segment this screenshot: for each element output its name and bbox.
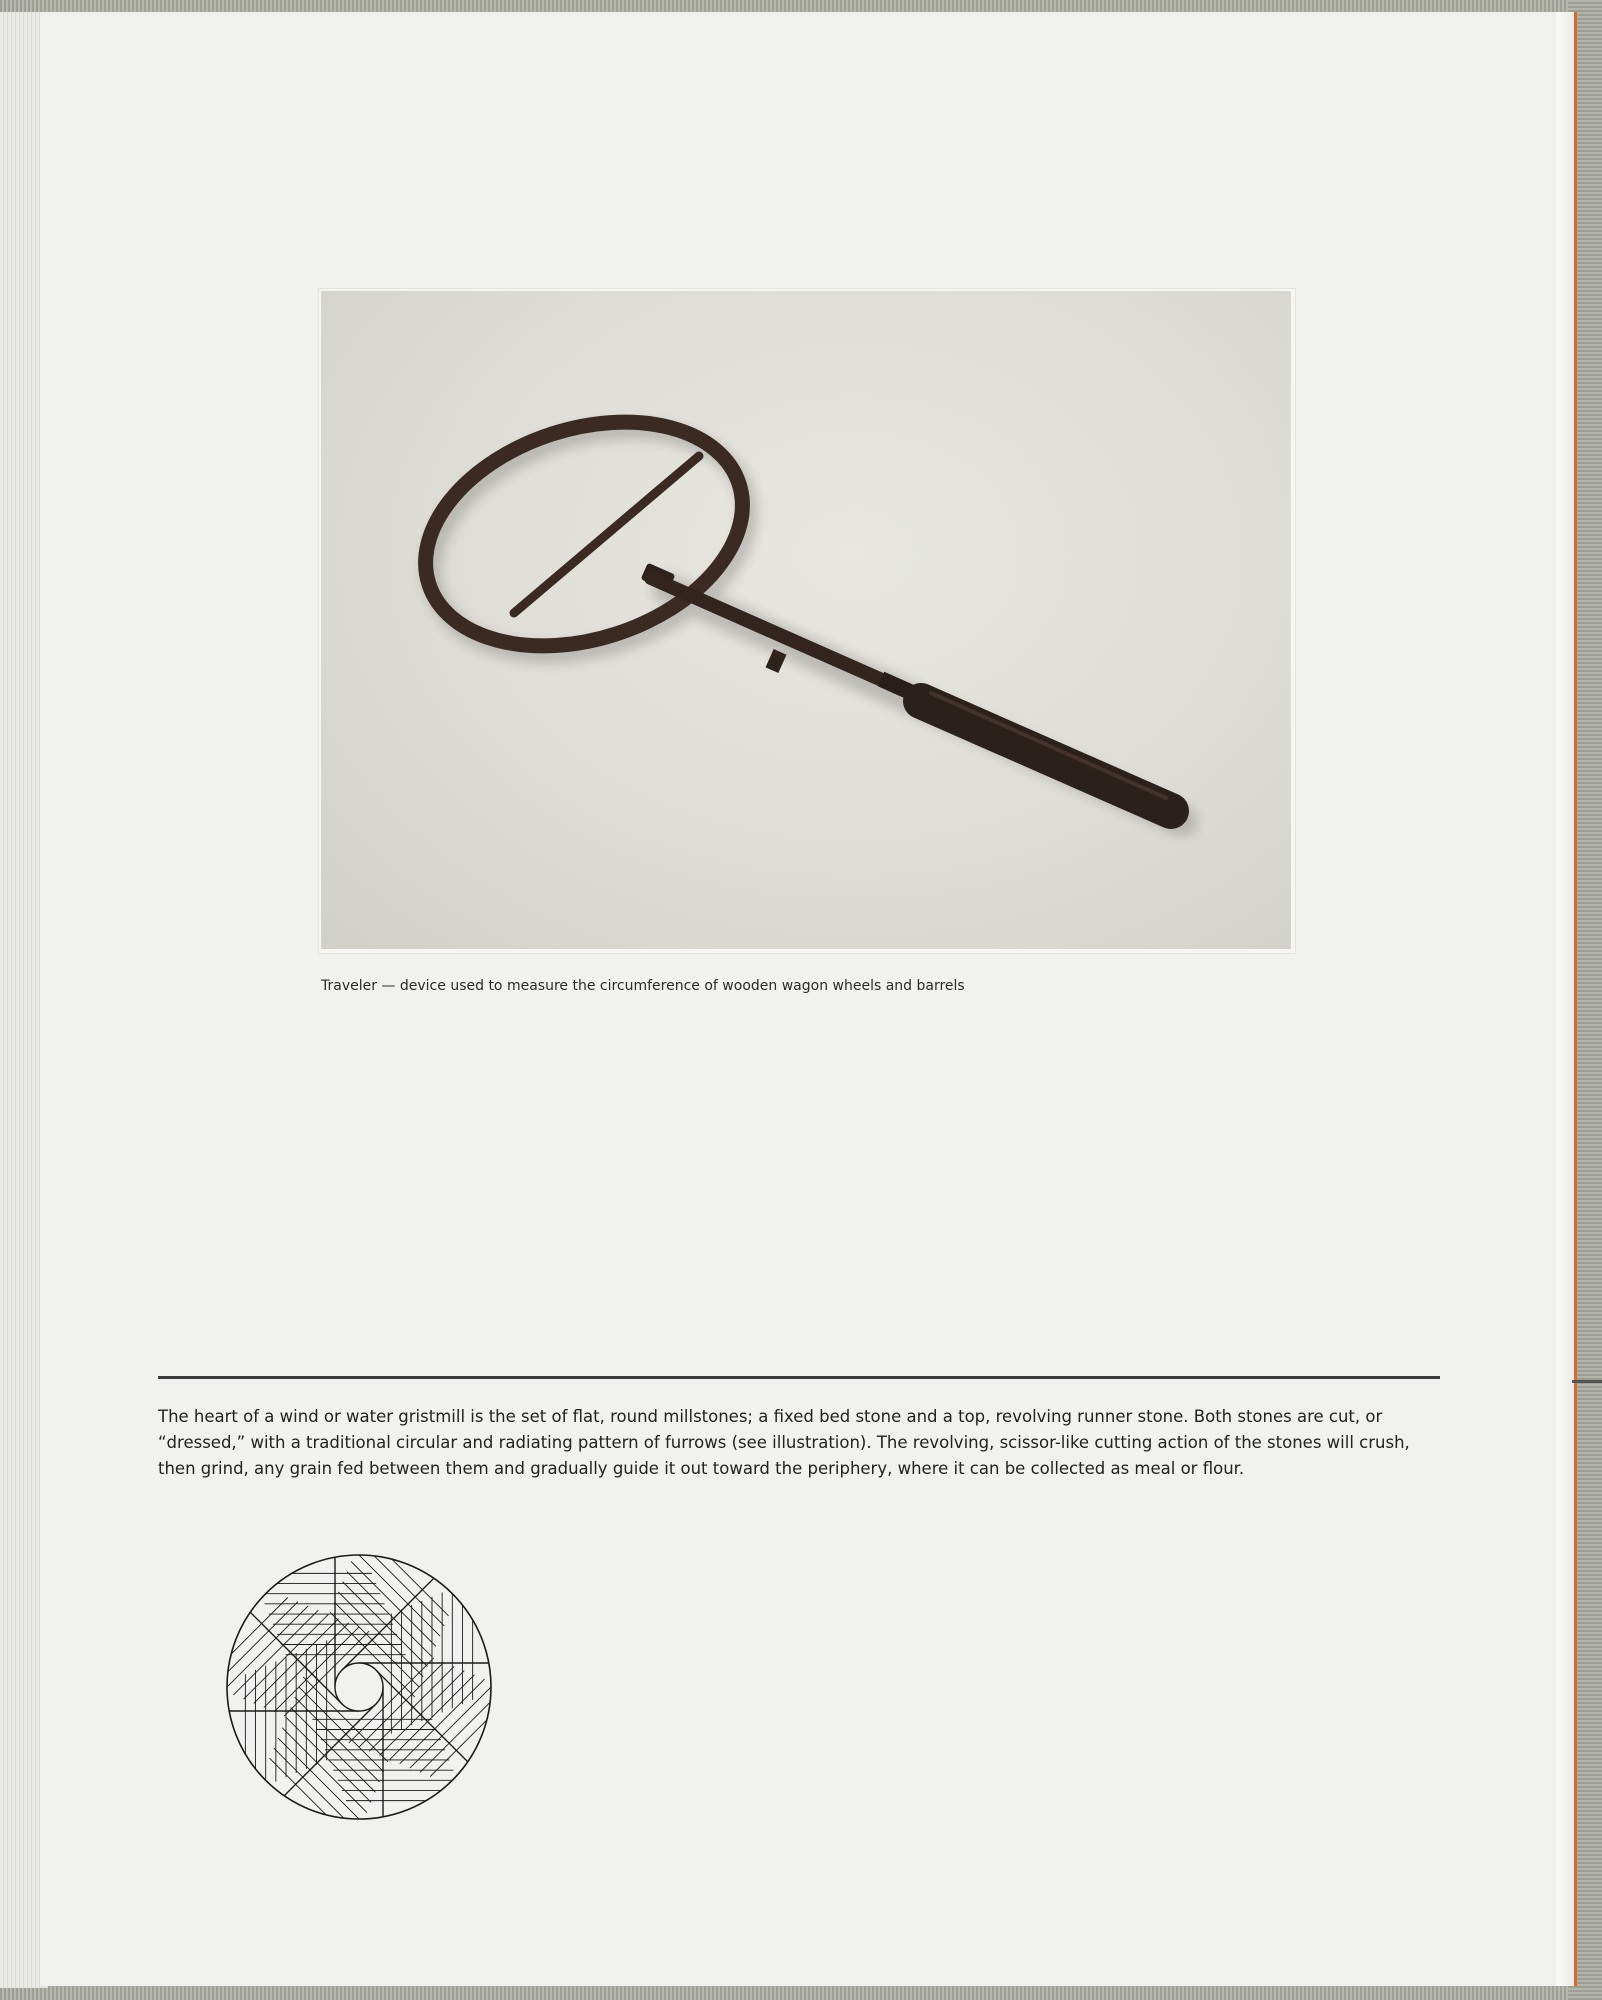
traveler-photo <box>321 291 1291 949</box>
next-page-edge <box>1556 12 1577 1986</box>
body-paragraph: The heart of a wind or water gristmill is the set of flat, round millstones; a fixed bed stone and a top, revolving runner stone. Both stones are cut, or “dressed,” with a traditional circular and radiating pattern of furrows (see illustration). The revolving, scissor-like cutting action of the stones will crush, then grind, any grain fed between them and gradually guide it out toward the periphery, where it can be collected as meal or flour. <box>158 1407 1410 1478</box>
photo-caption: Traveler — device used to measure the circumference of wooden wagon wheels and barrels <box>321 978 965 994</box>
book-cloth-bottom <box>0 1986 1602 2000</box>
next-page-rule <box>1572 1380 1602 1383</box>
millstone-illustration <box>224 1552 494 1826</box>
millstone-furrow-icon <box>224 1552 494 1822</box>
traveler-tool-icon <box>321 291 1291 949</box>
section-divider <box>158 1376 1440 1379</box>
